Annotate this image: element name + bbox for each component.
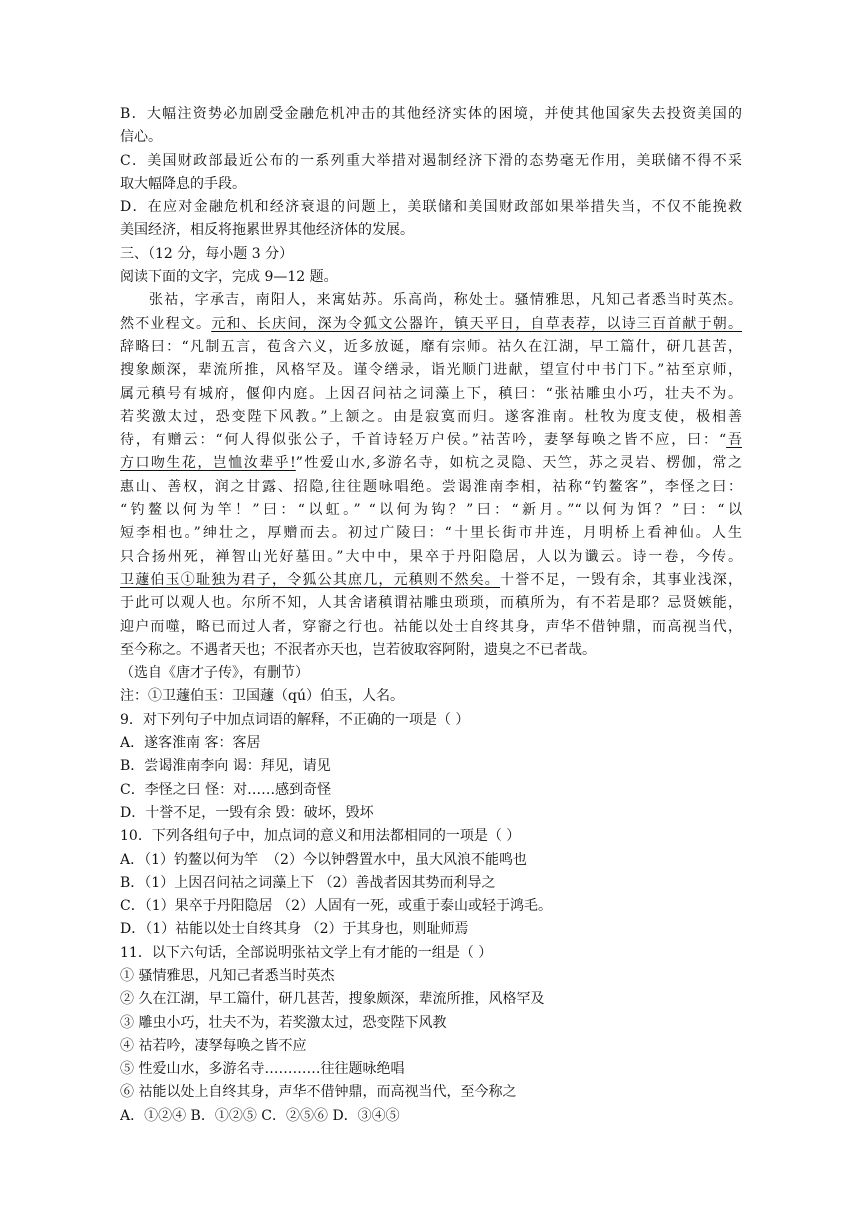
passage-text: ”性爱山水,多游名寺，如杭之灵隐、天竺，苏之灵岩、楞伽，常之	[295, 455, 742, 472]
passage-line: 惠山、善权，润之甘露、招隐,往往题咏唱绝。尝谒淮南李相，祜称“钓鳌客”，李怪之曰：	[120, 478, 742, 495]
passage-line: 属元稹号有城府，偃仰内庭。上因召问祜之词藻上下，稹曰：“张祜雕虫小巧，壮夫不为。	[120, 385, 742, 402]
option-d-line1: D．在应对金融危机和经济衰退的问题上，美联储和美国财政部如果举措失当，不仅不能挽救	[120, 199, 742, 216]
answer-options: A．①②④ B．①②⑤ C．②⑤⑥ D．③④⑤	[120, 1107, 400, 1124]
underlined-sentence: 吾	[726, 432, 742, 449]
question-9	[120, 709, 742, 825]
underlined-sentence: 元和、长庆间，深为令狐文公器许，镇天平日，自草表荐，以诗三百首献于朝。	[211, 315, 742, 332]
passage-line: 若奖激太过，恐变陛下风教。”上颔之。由是寂寞而归。遂客淮南。杜牧为度支使，极相善	[120, 408, 742, 425]
option-c: C．李怪之曰 怪：对……感到奇怪	[120, 781, 332, 798]
section-heading: 三、（12 分，每小题 3 分）	[120, 245, 294, 262]
option-d: D．（1）祜能以处士自终其身 （2）于其身也，则耻师焉	[120, 921, 469, 938]
statement-2: ② 久在江湖，早工篇什，研几甚苦，搜象颇深，辈流所推，风格罕及	[120, 991, 545, 1008]
passage-line: 短李相也。”绅壮之，厚赠而去。初过广陵曰：“十里长街市井连，月明桥上看神仙。人生	[120, 525, 742, 542]
option-a-part1: A．（1）钓鳌以何为竿	[120, 851, 259, 868]
prev-question-options	[120, 103, 742, 243]
question-stem: 11．以下六句话，全部说明张祜文学上有才能的一组是（ ）	[120, 944, 493, 961]
question-10	[120, 825, 742, 941]
option-d: D．十誉不足，一毁有余 毁：破坏，毁坏	[120, 804, 374, 821]
statement-4: ④ 祜若吟，凄孥每唤之皆不应	[120, 1037, 307, 1054]
option-a-part2: （2）今以钟磬置水中，虽大风浪不能鸣也	[266, 851, 527, 868]
footnote: 注：①卫蘧伯玉：卫国蘧（qú）伯玉，人名。	[120, 688, 404, 705]
passage-line: “钓鳌以何为竿！”曰：“以虹。” “以何为钩？”曰：“新月。”“以何为饵？”曰：“以	[120, 502, 742, 519]
option-d-line2: 美国经济，相反将拖累世界其他经济体的发展。	[120, 222, 414, 239]
passage-line	[120, 429, 742, 452]
passage-line: 迎户而噬，略已而过人者，穿窬之行也。祜能以处士自终其身，声华不借钟鼎，而高视当代，	[120, 618, 742, 635]
option-b-line2: 信心。	[120, 129, 162, 146]
exam-page	[120, 103, 742, 1128]
passage-text: 待，有赠云：“何人得似张公子，千首诗轻万户侯。”祜苦吟，妻孥每唤之皆不应，曰：“	[120, 432, 727, 449]
option-a	[120, 849, 742, 872]
option-b: B．尝谒淮南李向 谒：拜见，请见	[120, 758, 331, 775]
statement-3: ③ 雕虫小巧，壮夫不为，若奖激太过，恐变陛下风教	[120, 1014, 447, 1031]
question-stem: 10．下列各组句子中，加点词的意义和用法都相同的一项是（ ）	[120, 828, 521, 845]
passage-text: 十誉不足，一毁有余，其事业浅深，	[500, 571, 742, 588]
option-c-line2: 取大幅降息的手段。	[120, 175, 246, 192]
option-a: A．遂客淮南 客：客居	[120, 735, 261, 752]
statement-6: ⑥ 祜能以处上自终其身，声华不借钟鼎，而高视当代，至今称之	[120, 1084, 517, 1101]
underlined-sentence: 卫蘧伯玉①耻独为君子，令狐公其庶几，元稹则不然矣。	[120, 571, 500, 588]
passage-line: 至今称之。不遇者天也；不泯者亦天也，岂若彼取容阿附，遗臭之不已者哉。	[120, 641, 596, 658]
question-11	[120, 942, 742, 1128]
passage-line: 搜象颇深，辈流所推，风格罕及。谨令缮录，诣光顺门进献，望宣付中书门下。”祜至京师，	[120, 362, 742, 379]
question-stem: 9．对下列句子中加点词语的解释，不正确的一项是（ ）	[120, 711, 470, 728]
passage-line	[120, 452, 742, 475]
reading-instruction: 阅读下面的文字，完成 9—12 题。	[120, 269, 338, 286]
passage-text: 然不业程文。	[120, 315, 212, 332]
option-b-line1: B．大幅注资势必加剧受金融危机冲击的其他经济实体的困境，并使其他国家失去投资美国的	[120, 106, 742, 122]
statement-5: ⑤ 性爱山水，多游名寺…………往往题咏绝唱	[120, 1061, 405, 1078]
classical-passage	[120, 289, 742, 662]
underlined-sentence: 方口吻生花，岂恤汝辈乎!	[120, 455, 296, 472]
option-c: C．（1）果卒于丹阳隐居 （2）人固有一死，或重于泰山或轻于鸿毛。	[120, 898, 552, 915]
passage-line	[120, 569, 742, 592]
passage-source: （选自《唐才子传》，有删节）	[120, 665, 309, 682]
passage-line: 张祜，字承吉，南阳人，来寓姑苏。乐高尚，称处士。骚情雅思，凡知己者悉当时英杰。	[149, 292, 742, 309]
statement-1: ① 骚情雅思，凡知己者悉当时英杰	[120, 967, 335, 984]
option-c-line1: C．美国财政部最近公布的一系列重大举措对遏制经济下滑的态势毫无作用，美联储不得不采	[120, 152, 742, 169]
passage-line: 于此可以观人也。尔所不知，人其舍诸稹谓祜雕虫琐琐，而稹所为，有不若是耶？忌贤嫉能，	[120, 595, 742, 612]
option-b: B．（1）上因召问祜之词藻上下 （2）善战者因其势而利导之	[120, 874, 496, 891]
passage-line: 只合扬州死，禅智山光好墓田。”大中中，果卒于丹阳隐居，人以为谶云。诗一卷，今传。	[120, 548, 742, 565]
passage-line	[120, 313, 742, 336]
passage-line: 辞略曰：“凡制五言，苞含六义，近多放诞，靡有宗师。祜久在江湖，早工篇什，研几甚苦，	[120, 338, 742, 355]
